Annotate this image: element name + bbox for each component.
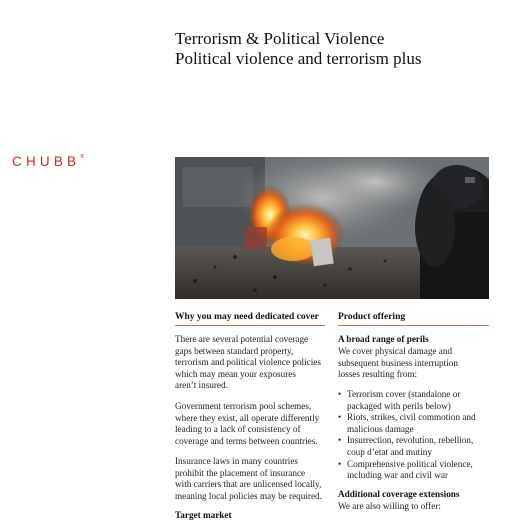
title-line-1: Terrorism & Political Violence <box>175 29 385 48</box>
text-line: losses resulting from: <box>338 369 418 380</box>
text-line: Terrorism cover (standalone or <box>347 389 461 399</box>
text-line: aren’t insured. <box>175 380 228 391</box>
text-line: coup d’etat and mutiny <box>347 446 432 457</box>
text-line: There are several potential coverage <box>175 334 309 344</box>
text-line: gaps between standard property, <box>175 345 294 356</box>
text-line: which may mean your exposures <box>175 368 296 379</box>
extensions-intro: We are also willing to offer: <box>338 501 441 511</box>
text-line: where they exist, all operate differently <box>175 412 320 423</box>
riot-scene-photo <box>175 157 489 299</box>
left-heading-rule <box>175 325 325 326</box>
text-line: meaning local policies may be required. <box>175 490 322 501</box>
title-line-2: Political violence and terrorism plus <box>175 49 422 68</box>
riot-scene-illustration <box>175 157 489 299</box>
extensions-subheading: Additional coverage extensions <box>338 489 460 499</box>
text-line: coverage and terms between countries. <box>175 435 318 446</box>
perils-intro <box>338 346 458 381</box>
text-line: Comprehensive political violence, <box>347 458 473 469</box>
why-cover-heading: Why you may need dedicated cover <box>175 312 319 322</box>
registered-mark: ® <box>80 154 84 160</box>
text-line: with carriers that are unlicensed locally, <box>175 479 322 490</box>
target-market-heading: Target market <box>175 510 232 520</box>
text-line: prohibit the placement of insurance <box>175 467 306 478</box>
text-line: Government terrorism pool schemes, <box>175 401 312 411</box>
list-item <box>347 412 476 435</box>
logo-text: CHUBB <box>12 154 81 169</box>
text-line: malicious damage <box>347 423 414 434</box>
perils-list <box>338 389 476 482</box>
document-title <box>175 29 421 69</box>
text-line: Insurance laws in many countries <box>175 456 298 466</box>
chubb-logo <box>12 154 84 169</box>
perils-subheading: A broad range of perils <box>338 334 429 344</box>
product-offering-heading: Product offering <box>338 312 406 322</box>
list-item <box>347 435 476 458</box>
text-line: Insurrection, revolution, rebellion, <box>347 435 474 446</box>
left-paragraph-3 <box>175 456 322 502</box>
text-line: terrorism and political violence policies <box>175 357 321 368</box>
text-line: Riots, strikes, civil commotion and <box>347 412 476 423</box>
left-paragraph-1 <box>175 334 321 392</box>
left-paragraph-2 <box>175 401 319 447</box>
text-line: packaged with perils below) <box>347 400 451 411</box>
text-line: leading to a lack of consistency of <box>175 424 301 435</box>
right-heading-rule <box>338 325 489 326</box>
text-line: subsequent business interruption <box>338 357 458 368</box>
list-item <box>347 459 476 482</box>
text-line: including war and civil war <box>347 470 449 481</box>
text-line: We cover physical damage and <box>338 346 453 356</box>
list-item <box>347 389 476 412</box>
